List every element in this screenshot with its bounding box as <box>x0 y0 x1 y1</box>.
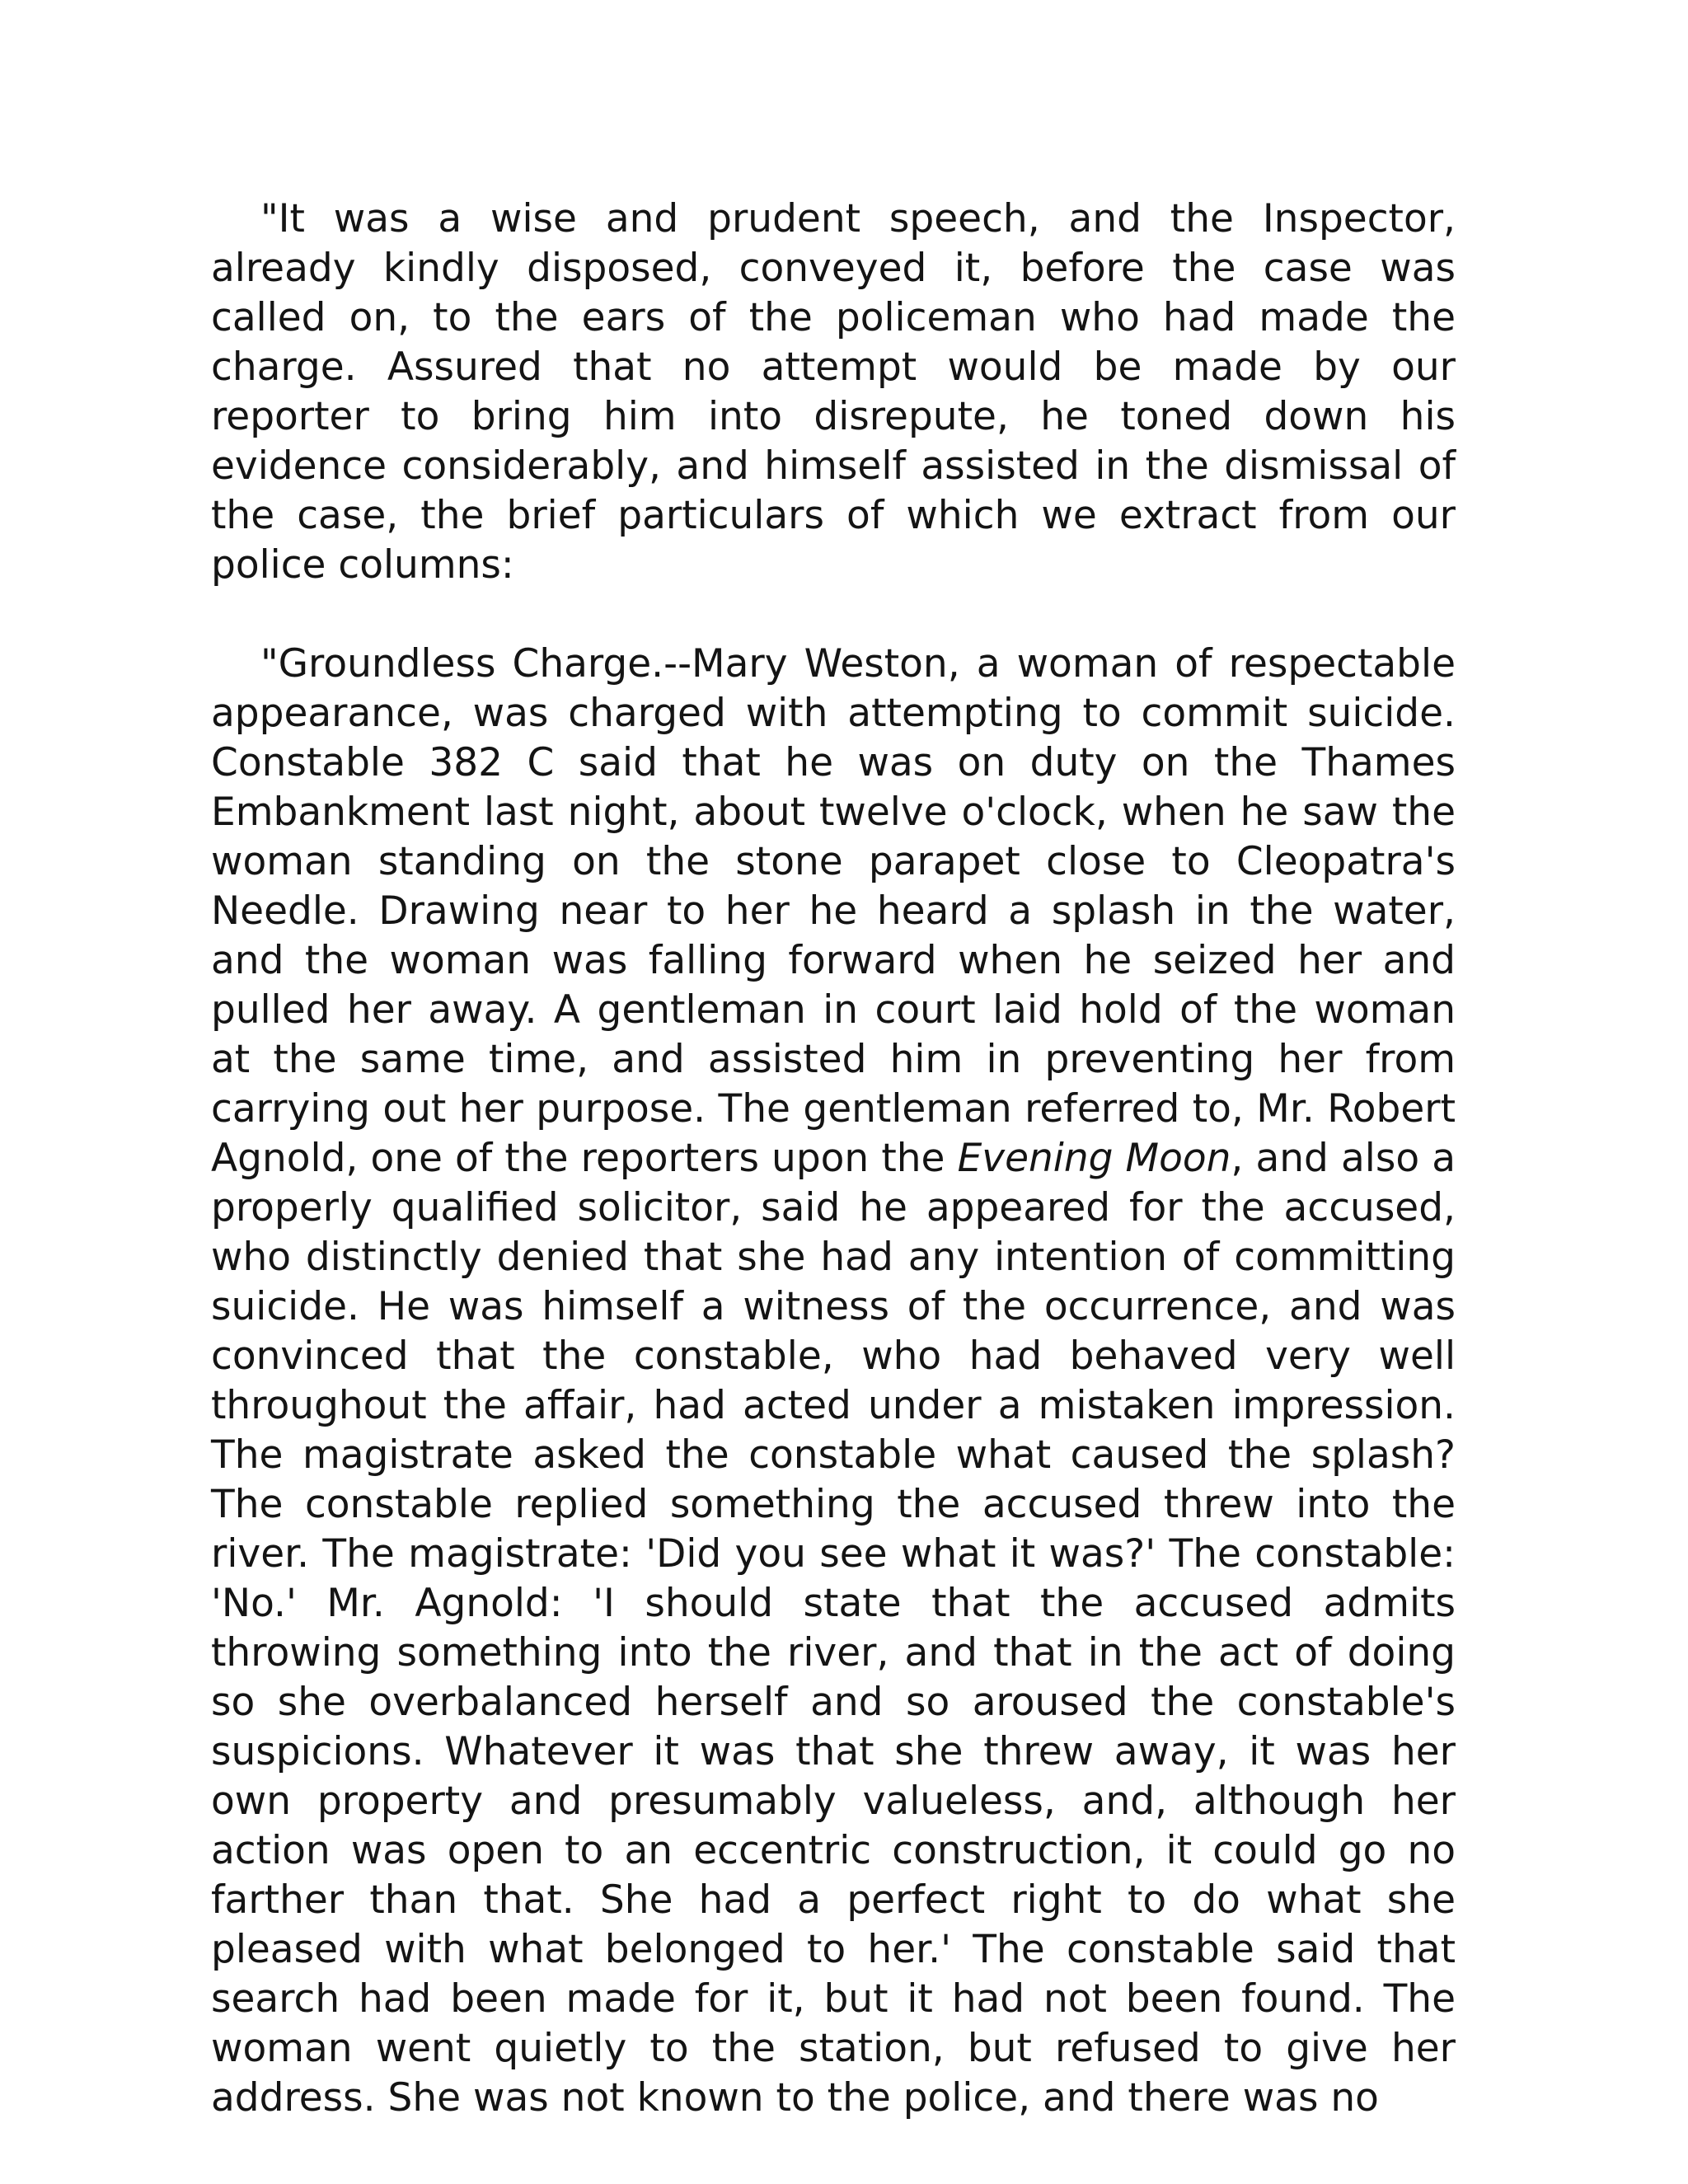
paragraph-text-after-title: , and also a properly qualified solicitor, said he appeared for the accused, who distinctly denied that she had any intention of committing suicide. He was himself a witness of the occurrence, and was convinced that the constable, who had behaved very well throughout the affair, had acted under a mistaken impression. The magistrate asked the constable what caused the splash? The constable replied something the accused threw into the river. The magistrate: 'Did you see what it was?' The constable: 'No.' Mr. Agnold: 'I should state that the accused admits throwing something into the river, and that in the act of doing so she overbalanced herself and so aroused the constable's suspicions. Whatever it was that she threw away, it was her own property and presumably valueless, and, although her action was open to an eccentric construction, it could go no farther than that. She had a perfect right to do what she pleased with what belonged to her.' The constable said that search had been made for it, but it had not been found. The woman went quietly to the station, but refused to give her address. She was not known to the police, and there was no <box>211 1136 1456 2121</box>
paragraph-inspector-speech: "It was a wise and prudent speech, and the Inspector, already kindly disposed, conveyed it, before the case was called on, to the ears of the policeman who had made the charge. Assured that no attempt would be made by our reporter to bring him into disrepute, he toned down his evidence considerably, and himself assisted in the dismissal of the case, the brief particulars of which we extract from our police columns: <box>211 196 1456 588</box>
document-page <box>211 194 1456 2123</box>
paragraph-groundless-charge <box>211 640 1456 2123</box>
paragraph-text-before-title: "Groundless Charge.--Mary Weston, a woman of respectable appearance, was charged with attempting to commit suicide. Constable 382 C said that he was on duty on the Thames Embankment last night, about twelve o'clock, when he saw the woman standing on the stone parapet close to Cleopatra's Needle. Drawing near to her he heard a splash in the water, and the woman was falling forward when he seized her and pulled her away. A gentleman in court laid hold of the woman at the same time, and assisted him in preventing her from carrying out her purpose. The gentleman referred to, Mr. Robert Agnold, one of the reporters upon the <box>211 641 1456 1181</box>
newspaper-title: Evening Moon <box>957 1136 1231 1181</box>
